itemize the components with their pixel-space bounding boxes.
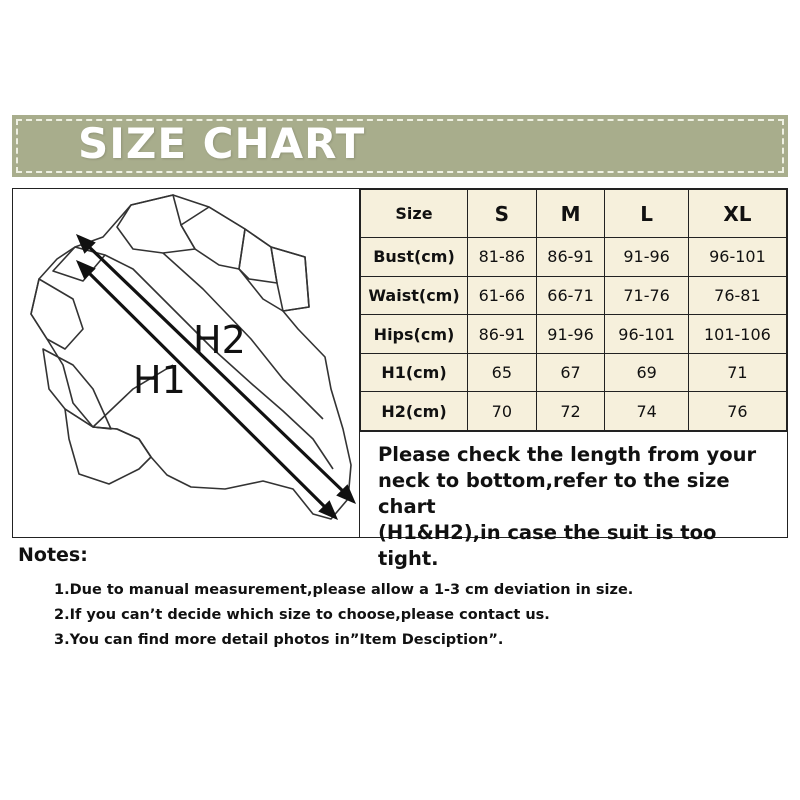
table-row (361, 392, 787, 431)
table-cell: 61-66 (468, 276, 537, 315)
header-cell: S (468, 190, 537, 238)
note-item: 2.If you can’t decide which size to choose,please contact us. (54, 607, 550, 623)
size-table-panel (359, 189, 787, 570)
table-cell: 91-96 (536, 315, 605, 354)
fit-note-text (378, 442, 778, 572)
table-cell: 96-101 (605, 315, 688, 354)
table-row (361, 238, 787, 277)
notes-title: Notes: (18, 544, 88, 566)
size-table (360, 189, 787, 431)
table-cell: 74 (605, 392, 688, 431)
header-cell: Size (361, 190, 468, 238)
note-item: 1.Due to manual measurement,please allow a 1-3 cm deviation in size. (54, 582, 634, 598)
fit-note-line: neck to bottom,refer to the size chart (378, 469, 730, 518)
row-label: H1(cm) (361, 353, 468, 392)
table-cell: 86-91 (468, 315, 537, 354)
h1-measurement-line (85, 269, 329, 511)
note-item: 3.You can find more detail photos in”Item Desciption”. (54, 632, 504, 648)
h2-label: H2 (193, 318, 246, 362)
table-cell: 65 (468, 353, 537, 392)
size-chart-banner (12, 115, 788, 177)
measurement-lines (79, 237, 353, 517)
table-header-row (361, 190, 787, 238)
table-row (361, 315, 787, 354)
header-cell: M (536, 190, 605, 238)
row-label: Hips(cm) (361, 315, 468, 354)
table-row (361, 276, 787, 315)
header-cell: L (605, 190, 688, 238)
bodysuit-measurement-figure (13, 189, 359, 537)
fit-note-box (360, 431, 787, 570)
table-cell: 76 (688, 392, 786, 431)
header-cell: XL (688, 190, 786, 238)
table-cell: 72 (536, 392, 605, 431)
table-row (361, 353, 787, 392)
bodysuit-outline (31, 195, 351, 519)
h1-label: H1 (133, 358, 186, 402)
table-cell: 67 (536, 353, 605, 392)
table-cell: 76-81 (688, 276, 786, 315)
fit-note-line: Please check the length from your (378, 443, 757, 466)
row-label: Bust(cm) (361, 238, 468, 277)
row-label: H2(cm) (361, 392, 468, 431)
table-cell: 86-91 (536, 238, 605, 277)
table-cell: 71-76 (605, 276, 688, 315)
table-cell: 71 (688, 353, 786, 392)
table-cell: 81-86 (468, 238, 537, 277)
row-label: Waist(cm) (361, 276, 468, 315)
table-cell: 70 (468, 392, 537, 431)
table-cell: 101-106 (688, 315, 786, 354)
table-cell: 66-71 (536, 276, 605, 315)
table-cell: 69 (605, 353, 688, 392)
notes-list (54, 578, 633, 653)
banner-title: SIZE CHART (78, 119, 366, 168)
table-cell: 91-96 (605, 238, 688, 277)
table-cell: 96-101 (688, 238, 786, 277)
fit-note-line: (H1&H2),in case the suit is too tight. (378, 521, 717, 570)
